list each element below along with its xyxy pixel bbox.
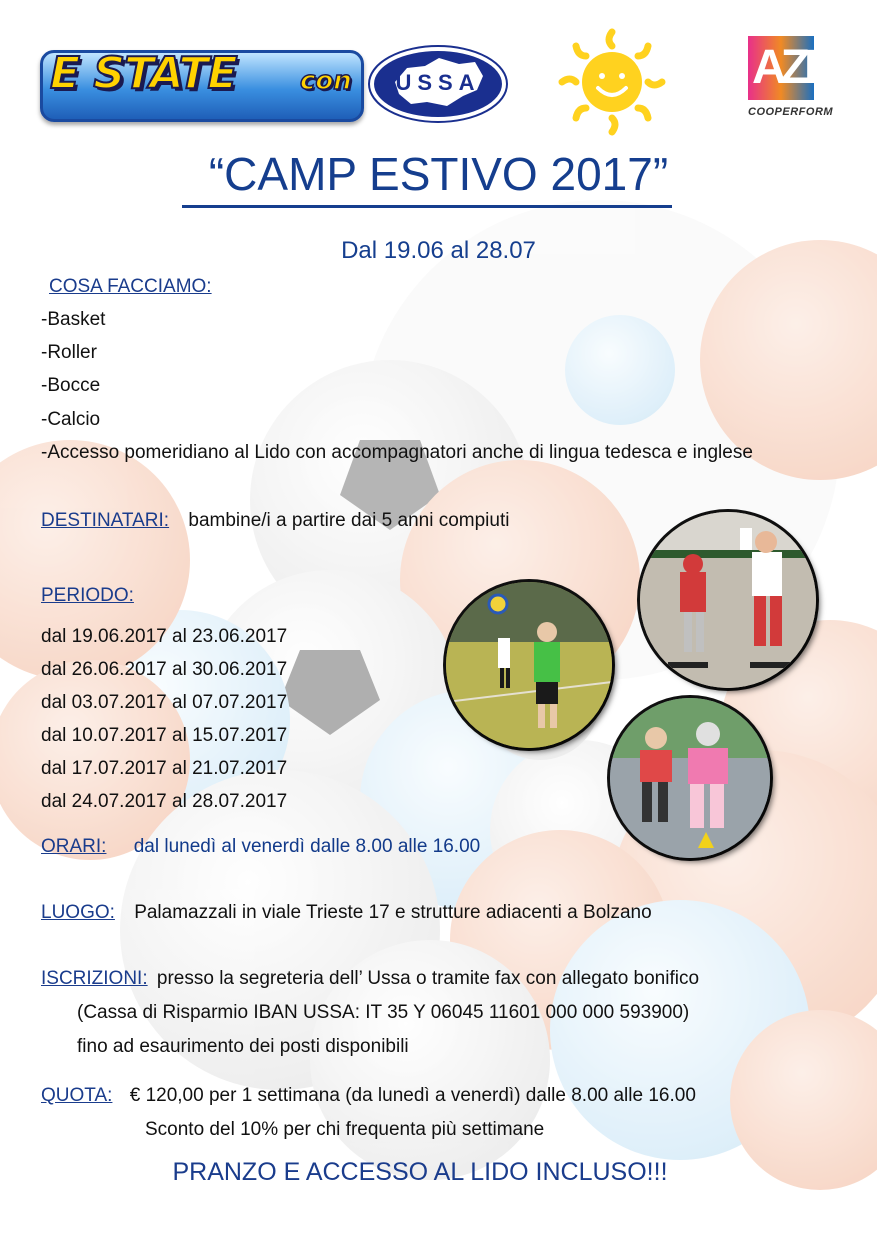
- activity-item: -Basket: [41, 309, 106, 330]
- period-item: dal 17.07.2017 al 21.07.2017: [41, 758, 288, 779]
- hours-label: ORARI:: [41, 836, 107, 857]
- activity-item: -Calcio: [41, 409, 101, 430]
- estate-logo-con: con: [300, 66, 352, 96]
- fee-label: QUOTA:: [41, 1085, 113, 1106]
- camp-dates: Dal 19.06 al 28.07: [341, 237, 536, 264]
- registration-line-3: fino ad esaurimento dei posti disponibili: [77, 1036, 409, 1057]
- estate-con-logo: [40, 42, 360, 118]
- activities-label: COSA FACCIAMO:: [49, 276, 212, 297]
- ussa-logo-text: USSA: [395, 70, 481, 95]
- hours-value: dal lunedì al venerdì dalle 8.00 alle 16.00: [133, 836, 481, 857]
- recipients-label: DESTINATARI:: [41, 510, 170, 531]
- roller-skating-photo: [640, 512, 816, 688]
- period-item: dal 26.06.2017 al 30.06.2017: [41, 659, 288, 680]
- fee-line-2: Sconto del 10% per chi frequenta più settimane: [145, 1119, 545, 1140]
- recipients-value: bambine/i a partire dai 5 anni compiuti: [188, 510, 510, 531]
- period-item: dal 03.07.2017 al 07.07.2017: [41, 692, 288, 713]
- period-item: dal 19.06.2017 al 23.06.2017: [41, 626, 288, 647]
- page-title: “CAMP ESTIVO 2017”: [208, 148, 669, 200]
- place-label: LUOGO:: [41, 902, 115, 923]
- volleyball-photo: [446, 582, 612, 748]
- activity-item: -Accesso pomeridiano al Lido con accompagnatori anche di lingua tedesca e inglese: [41, 442, 753, 463]
- lunch-included-banner: PRANZO E ACCESSO AL LIDO INCLUSO!!!: [172, 1158, 668, 1186]
- estate-logo-text: E STATE: [50, 48, 237, 99]
- title-underline: [182, 205, 672, 208]
- kids-skating-photo: [610, 698, 770, 858]
- ussa-logo: [367, 44, 509, 124]
- smiling-sun-icon: [556, 26, 668, 138]
- registration-label: ISCRIZIONI:: [41, 968, 148, 989]
- azb-logo-letters: AZB: [752, 41, 833, 94]
- azb-logo-sub: COOPERFORM: [748, 106, 834, 118]
- registration-line-2: (Cassa di Risparmio IBAN USSA: IT 35 Y 06045 11601 000 000 593900): [77, 1002, 690, 1023]
- registration-line-1: presso la segreteria dell’ Ussa o tramite fax con allegato bonifico: [156, 968, 700, 989]
- activity-item: -Bocce: [41, 375, 101, 396]
- period-label: PERIODO:: [41, 585, 134, 606]
- period-item: dal 10.07.2017 al 15.07.2017: [41, 725, 288, 746]
- place-value: Palamazzali in viale Trieste 17 e strutture adiacenti a Bolzano: [134, 902, 652, 923]
- period-item: dal 24.07.2017 al 28.07.2017: [41, 791, 288, 812]
- activity-item: -Roller: [41, 342, 97, 363]
- azb-cooperform-logo: [748, 36, 834, 128]
- fee-line-1: € 120,00 per 1 settimana (da lunedì a venerdì) dalle 8.00 alle 16.00: [129, 1085, 696, 1106]
